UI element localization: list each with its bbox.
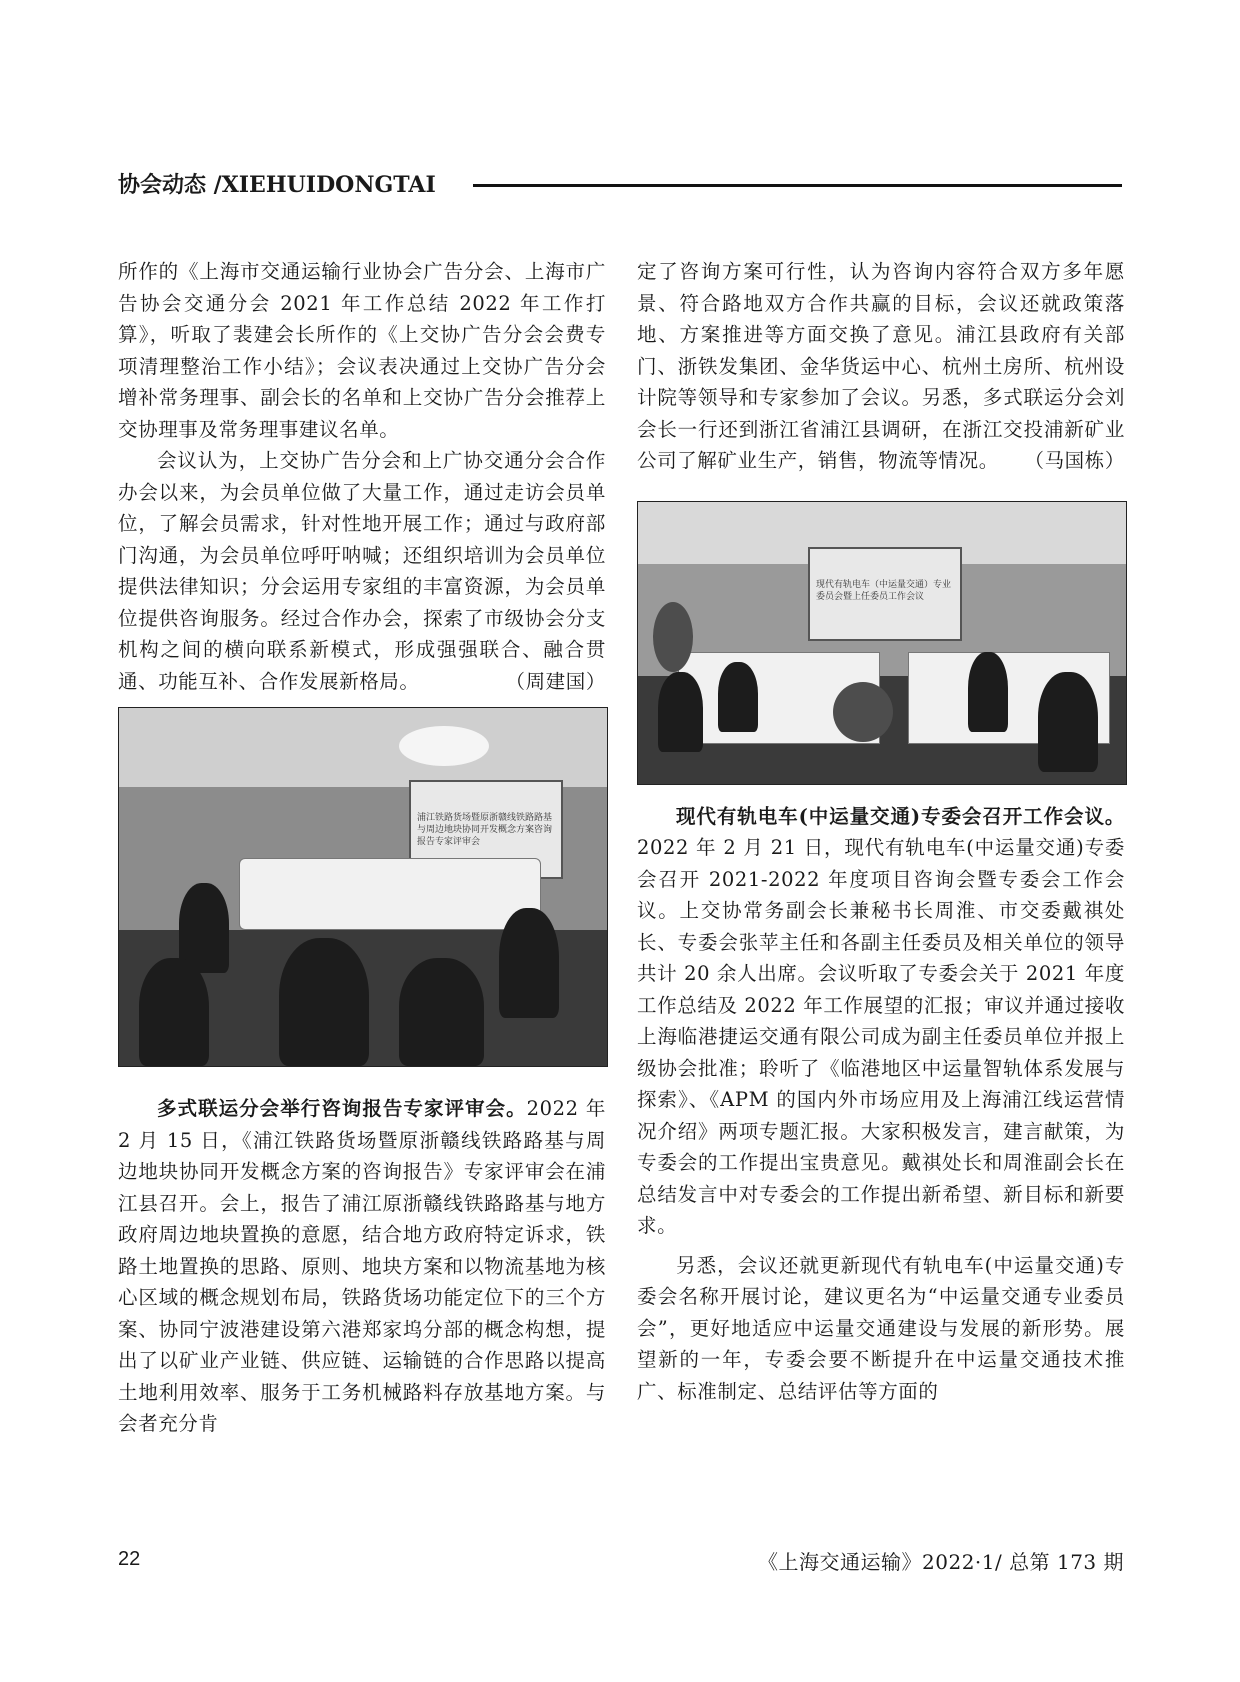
left-para-2: [118, 445, 606, 697]
photo-attendee: [499, 908, 559, 1018]
photo-attendee: [279, 938, 369, 1066]
left-para-3: [118, 1093, 606, 1440]
section-header: [118, 170, 1122, 200]
left-para-2-text: 会议认为，上交协广告分会和上广协交通分会合作办会以来，为会员单位做了大量工作，通过走访会员单位，了解会员需求，针对性地开展工作；通过与政府部门沟通，为会员单位呼吁呐喊；还组织培训为会员单位提供法律知识；分会运用专家组的丰富资源，为会员单位提供咨询服务。经过合作办会，探索了市级协会分支机构之间的横向联系新模式，形成强强联合、融合贯通、功能互补、合作发展新格局。: [118, 449, 606, 693]
section-title: 协会动态 /XIEHUIDONGTAI: [118, 172, 436, 198]
right-para-2-lead: 现代有轨电车(中运量交通)专委会召开工作会议。: [676, 804, 1125, 828]
header-rule: [473, 184, 1122, 187]
photo-projection-screen: [808, 547, 962, 641]
right-para-2-body: 2022 年 2 月 21 日，现代有轨电车(中运量交通)专委会召开 2021-2022 年度项目咨询会暨专委会工作会议。上交协常务副会长兼秘书长周淮、市交委戴祺处长、专委会张苹主任和各副主任委员及相关单位的领导共计 20 余人出席。会议听取了专委会关于 2021 年度工作总结及 2022 年工作展望的汇报；审议并通过接收上海临港捷运交通有限公司成为副主任委员单位并报上级协会批准；聆听了《临港地区中运量智轨体系发展与探索》、《APM 的国内外市场应用及上海浦江线运营情况介绍》两项专题汇报。大家积极发言，建言献策，为专委会的工作提出宝贵意见。戴祺处长和周淮副会长在总结发言中对专委会的工作提出新希望、新目标和新要求。: [637, 836, 1125, 1237]
meeting-photo-right: [637, 501, 1127, 785]
photo-conference-table: [239, 858, 541, 930]
left-para-3-lead: 多式联运分会举行咨询报告专家评审会。: [157, 1097, 527, 1120]
right-para-1-text: 定了咨询方案可行性，认为咨询内容符合双方多年愿景、符合路地双方合作共赢的目标，会议还就政策落地、方案推进等方面交换了意见。浦江县政府有关部门、浙铁发集团、金华货运中心、杭州土房所、杭州设计院等领导和专家参加了会议。另悉，多式联运分会刘会长一行还到浙江省浦江县调研，在浙江交投浦新矿业公司了解矿业生产，销售，物流等情况。: [637, 260, 1125, 472]
photo-attendee: [968, 652, 1008, 732]
photo-screen-text: 浦江铁路货场暨原浙赣线铁路路基与周边地块协同开发概念方案咨询报告专家评审会: [417, 813, 553, 847]
left-para-1: 所作的《上海市交通运输行业协会广告分会、上海市广告协会交通分会 2021 年工作总结 2022 年工作打算》，听取了裴建会长所作的《上交协广告分会会费专项清理整治工作小结》；会议表决通过上交协广告分会增补常务理事、副会长的名单和上交协广告分会推荐上交协理事及常务理事建议名单。: [118, 260, 606, 441]
right-para-2: [637, 801, 1125, 1242]
left-column: [118, 256, 606, 1440]
photo-attendee: [139, 958, 209, 1066]
right-column: [637, 256, 1125, 1407]
right-para-1: [637, 256, 1125, 477]
photo-attendee: [718, 662, 758, 732]
photo-attendee: [399, 958, 484, 1066]
photo-screen-text: 现代有轨电车（中运量交通）专业委员会暨上任委员工作会议: [816, 579, 952, 602]
right-para-3: 另悉，会议还就更新现代有轨电车(中运量交通)专委会名称开展讨论，建议更名为“中运量交通专业委员会”，更好地适应中运量交通建设与发展的新形势。展望新的一年，专委会要不断提升在中运量交通技术推广、标准制定、总结评估等方面的: [637, 1253, 1125, 1403]
photo-attendee: [1038, 672, 1098, 772]
left-para-3-body: 2022 年 2 月 15 日，《浦江铁路货场暨原浙赣线铁路路基与周边地块协同开发概念方案的咨询报告》专家评审会在浦江县召开。会上，报告了浦江原浙赣线铁路路基与地方政府周边地块置换的意愿，结合地方政府特定诉求，铁路土地置换的思路、原则、地块方案和以物流基地为核心区域的概念规划布局，铁路货场功能定位下的三个方案、协同宁波港建设第六港郑家坞分部的概念构想，提出了以矿业产业链、供应链、运输链的合作思路以提高土地利用效率、服务于工务机械路料存放基地方案。与会者充分肯: [118, 1097, 606, 1435]
photo-attendee: [658, 672, 703, 752]
photo-plant: [833, 682, 893, 742]
journal-citation: 《上海交通运输》2022·1/ 总第 173 期: [758, 1550, 1124, 1574]
photo-plant: [653, 602, 693, 672]
photo-chandelier: [399, 726, 489, 766]
left-para-2-author: （周建国）: [505, 669, 606, 693]
right-para-1-author: （马国栋）: [1024, 449, 1125, 472]
photo-ceiling: [119, 708, 607, 787]
page-number: 22: [118, 1548, 141, 1570]
meeting-photo-left: [118, 707, 608, 1067]
